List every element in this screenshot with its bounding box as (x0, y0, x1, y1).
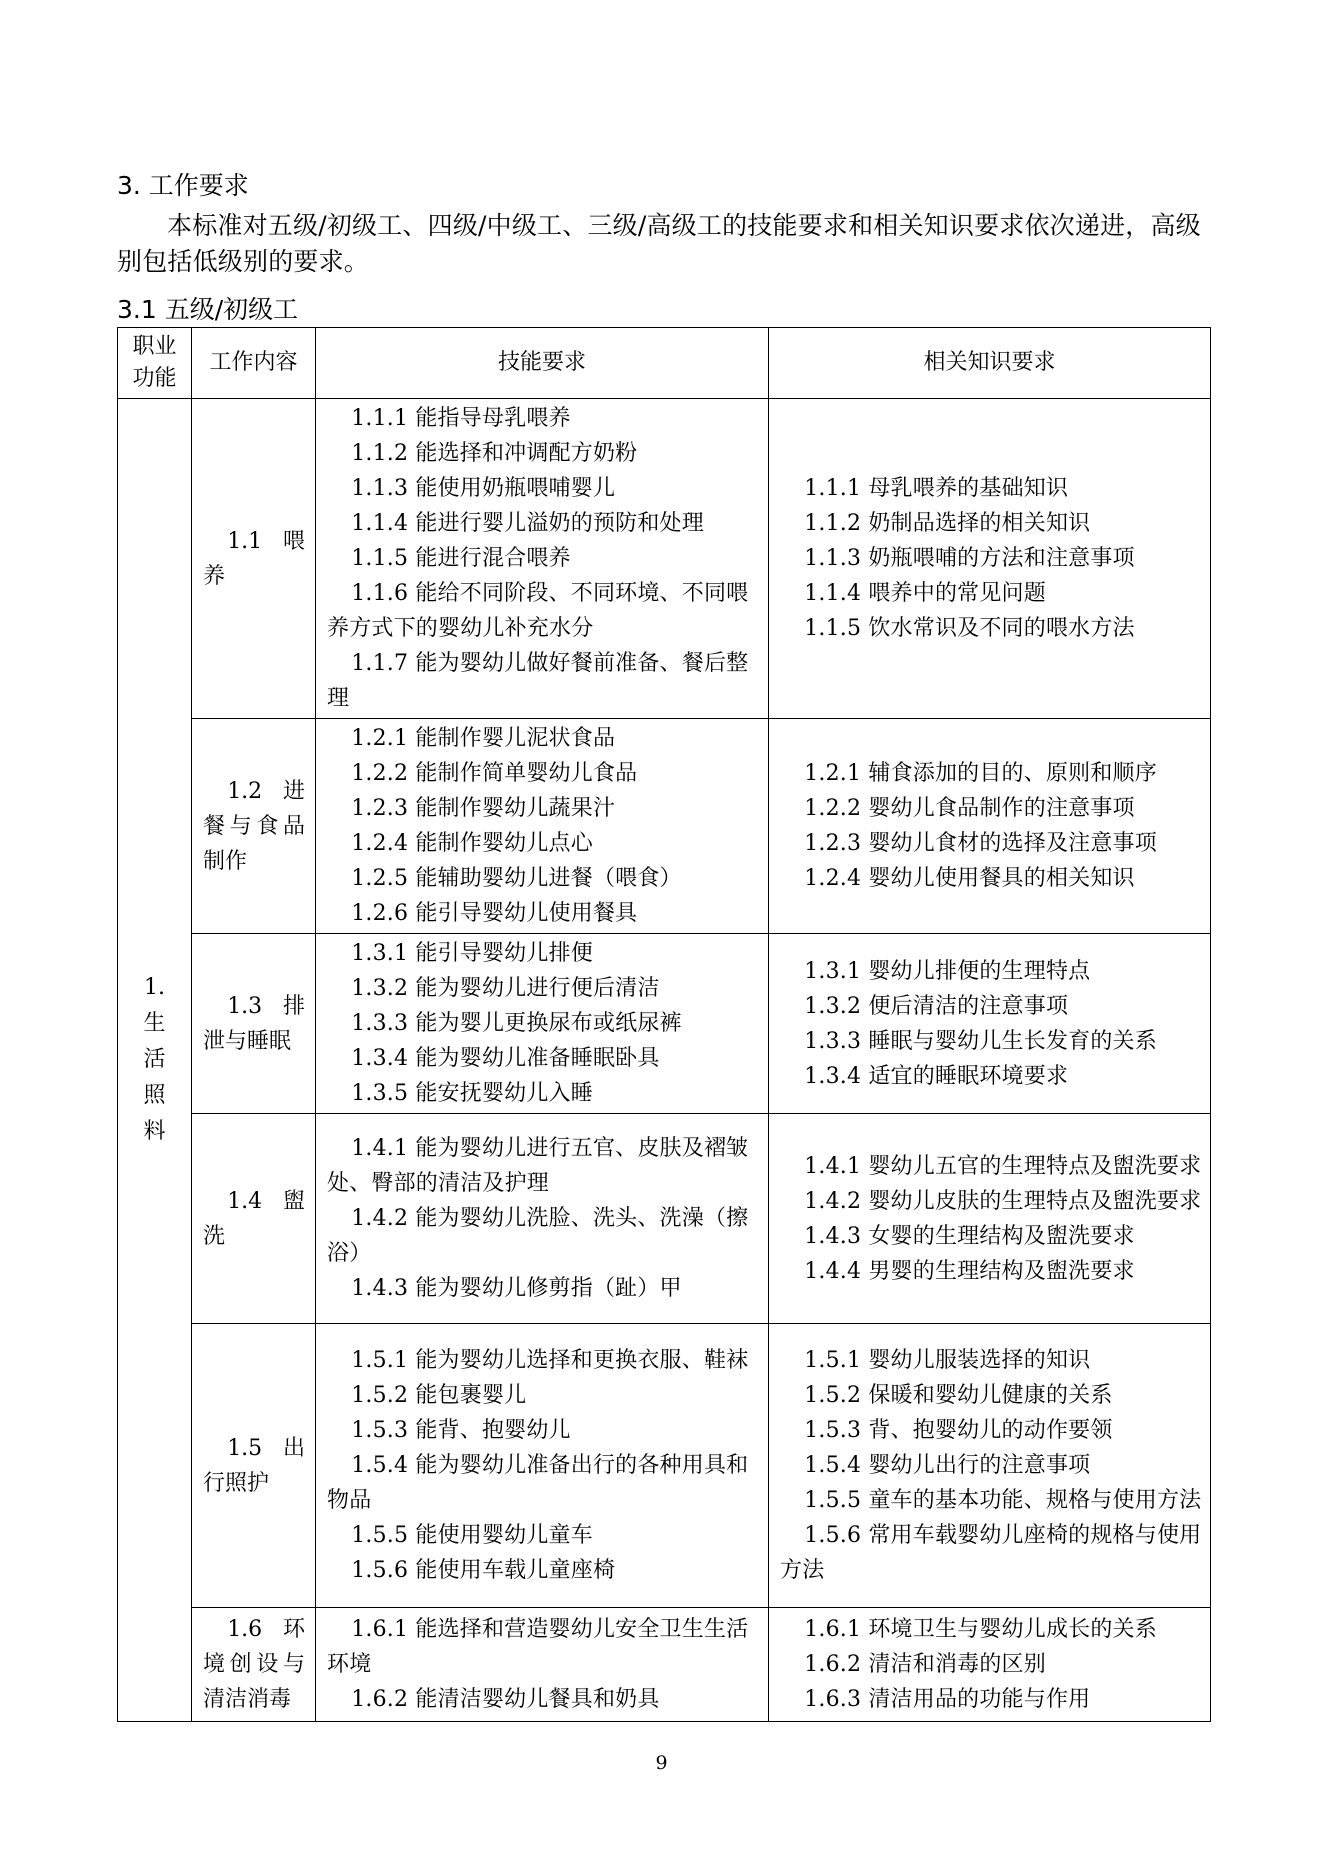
skill-item: 1.5.3 能背、抱婴幼儿 (351, 1418, 571, 1443)
knowledge-item: 1.1.3 奶瓶喂哺的方法和注意事项 (804, 546, 1135, 571)
skill-item: 1.3.3 能为婴儿更换尿布或纸尿裤 (351, 1011, 682, 1036)
table-row (118, 1608, 1211, 1722)
knowledge-item: 1.2.3 婴幼儿食材的选择及注意事项 (804, 831, 1157, 856)
knowledge-item: 1.4.3 女婴的生理结构及盥洗要求 (804, 1223, 1135, 1249)
knowledge-item: 1.5.5 童车的基本功能、规格与使用方法 (804, 1488, 1202, 1513)
knowledge-item: 1.2.2 婴幼儿食品制作的注意事项 (804, 796, 1135, 821)
intro-paragraph (117, 208, 1209, 280)
knowledge-cell (769, 1324, 1211, 1608)
knowledge-cell (769, 1114, 1211, 1324)
skill-item: 1.3.4 能为婴幼儿准备睡眠卧具 (351, 1046, 660, 1071)
content-cell: 1.6 环境创设与清洁消毒 (192, 1608, 316, 1722)
header-skills: 技能要求 (316, 328, 769, 399)
knowledge-item: 1.6.1 环境卫生与婴幼儿成长的关系 (804, 1617, 1157, 1642)
skills-cell (316, 1608, 769, 1722)
skill-item: 1.5.6 能使用车载儿童座椅 (351, 1558, 616, 1583)
knowledge-cell (769, 399, 1211, 719)
knowledge-item: 1.3.4 适宜的睡眠环境要求 (804, 1063, 1069, 1089)
knowledge-item: 1.1.1 母乳喂养的基础知识 (804, 476, 1069, 501)
knowledge-item: 1.5.4 婴幼儿出行的注意事项 (804, 1453, 1091, 1478)
requirements-table (117, 327, 1211, 1722)
table-row (118, 399, 1211, 719)
skill-item: 1.2.5 能辅助婴幼儿进餐（喂食） (351, 866, 682, 891)
skill-item: 1.3.1 能引导婴幼儿排便 (351, 941, 593, 966)
skill-item: 1.4.3 能为婴幼儿修剪指（趾）甲 (351, 1276, 682, 1301)
knowledge-item: 1.1.2 奶制品选择的相关知识 (804, 511, 1091, 536)
table-row (118, 934, 1211, 1114)
subsection-title: 3.1 五级/初级工 (117, 295, 299, 324)
skill-item: 1.5.5 能使用婴幼儿童车 (351, 1523, 593, 1548)
knowledge-item: 1.5.1 婴幼儿服装选择的知识 (804, 1348, 1091, 1373)
page-number: 9 (655, 1752, 668, 1774)
skill-item: 1.1.4 能进行婴儿溢奶的预防和处理 (351, 511, 704, 536)
knowledge-item: 1.6.2 清洁和消毒的区别 (804, 1652, 1046, 1677)
skill-item: 1.1.6 能给不同阶段、不同环境、不同喂养方式下的婴幼儿补充水分 (327, 581, 749, 641)
skills-cell (316, 719, 769, 934)
skill-item: 1.2.4 能制作婴幼儿点心 (351, 831, 593, 856)
skill-item: 1.2.2 能制作简单婴幼儿食品 (351, 761, 638, 786)
knowledge-item: 1.1.5 饮水常识及不同的喂水方法 (804, 616, 1135, 641)
table-row (118, 1114, 1211, 1324)
skill-item: 1.4.1 能为婴幼儿进行五官、皮肤及褶皱处、臀部的清洁及护理 (327, 1136, 749, 1196)
intro-text: 本标准对五级/初级工、四级/中级工、三级/高级工的技能要求和相关知识要求依次递进，高级别包括低级别的要求。 (117, 211, 1201, 276)
skill-item: 1.3.2 能为婴幼儿进行便后清洁 (351, 976, 660, 1001)
skill-item: 1.1.2 能选择和冲调配方奶粉 (351, 441, 638, 466)
content-cell: 1.4 盥洗 (192, 1114, 316, 1324)
skill-item: 1.6.2 能清洁婴幼儿餐具和奶具 (351, 1687, 660, 1712)
knowledge-item: 1.3.1 婴幼儿排便的生理特点 (804, 958, 1091, 984)
knowledge-item: 1.2.1 辅食添加的目的、原则和顺序 (804, 761, 1157, 786)
skills-cell (316, 1324, 769, 1608)
skill-item: 1.5.2 能包裹婴儿 (351, 1383, 527, 1408)
skill-item: 1.1.5 能进行混合喂养 (351, 546, 571, 571)
knowledge-item: 1.3.2 便后清洁的注意事项 (804, 993, 1069, 1019)
skill-item: 1.4.2 能为婴幼儿洗脸、洗头、洗澡（擦浴） (327, 1206, 749, 1266)
knowledge-item: 1.5.3 背、抱婴幼儿的动作要领 (804, 1418, 1113, 1443)
skill-item: 1.1.1 能指导母乳喂养 (351, 406, 571, 431)
skills-cell (316, 934, 769, 1114)
table-row (118, 1324, 1211, 1608)
skills-cell (316, 399, 769, 719)
content-cell: 1.3 排泄与睡眠 (192, 934, 316, 1114)
knowledge-item: 1.1.4 喂养中的常见问题 (804, 581, 1046, 606)
skill-item: 1.2.3 能制作婴幼儿蔬果汁 (351, 796, 616, 821)
knowledge-item: 1.5.6 常用车载婴幼儿座椅的规格与使用方法 (780, 1523, 1202, 1583)
knowledge-cell (769, 1608, 1211, 1722)
knowledge-item: 1.4.1 婴幼儿五官的生理特点及盥洗要求 (804, 1153, 1202, 1179)
table-row (118, 719, 1211, 934)
skill-item: 1.5.4 能为婴幼儿准备出行的各种用具和物品 (327, 1453, 749, 1513)
knowledge-item: 1.6.3 清洁用品的功能与作用 (804, 1687, 1091, 1712)
skill-item: 1.6.1 能选择和营造婴幼儿安全卫生生活环境 (327, 1617, 749, 1677)
skill-item: 1.1.3 能使用奶瓶喂哺婴儿 (351, 476, 616, 501)
knowledge-item: 1.2.4 婴幼儿使用餐具的相关知识 (804, 866, 1135, 891)
content-cell: 1.2 进餐与食品制作 (192, 719, 316, 934)
knowledge-item: 1.4.2 婴幼儿皮肤的生理特点及盥洗要求 (804, 1188, 1202, 1214)
content-cell: 1.1 喂养 (192, 399, 316, 719)
skill-item: 1.2.1 能制作婴儿泥状食品 (351, 726, 616, 751)
header-function: 职业 功能 (118, 328, 192, 399)
skills-cell (316, 1114, 769, 1324)
content-cell: 1.5 出行照护 (192, 1324, 316, 1608)
knowledge-cell (769, 934, 1211, 1114)
skill-item: 1.5.1 能为婴幼儿选择和更换衣服、鞋袜 (351, 1348, 749, 1373)
skill-item: 1.3.5 能安抚婴幼儿入睡 (351, 1081, 593, 1106)
knowledge-item: 1.3.3 睡眠与婴幼儿生长发育的关系 (804, 1028, 1157, 1054)
knowledge-item: 1.4.4 男婴的生理结构及盥洗要求 (804, 1258, 1135, 1284)
knowledge-item: 1.5.2 保暖和婴幼儿健康的关系 (804, 1383, 1113, 1408)
skill-item: 1.1.7 能为婴幼儿做好餐前准备、餐后整理 (327, 651, 749, 711)
skill-item: 1.2.6 能引导婴幼儿使用餐具 (351, 901, 638, 926)
header-knowledge: 相关知识要求 (769, 328, 1211, 399)
section-title: 3. 工作要求 (117, 171, 249, 200)
table-header-row (118, 328, 1211, 399)
knowledge-cell (769, 719, 1211, 934)
function-cell: 1. 生 活 照 料 (118, 399, 192, 1722)
header-content: 工作内容 (192, 328, 316, 399)
